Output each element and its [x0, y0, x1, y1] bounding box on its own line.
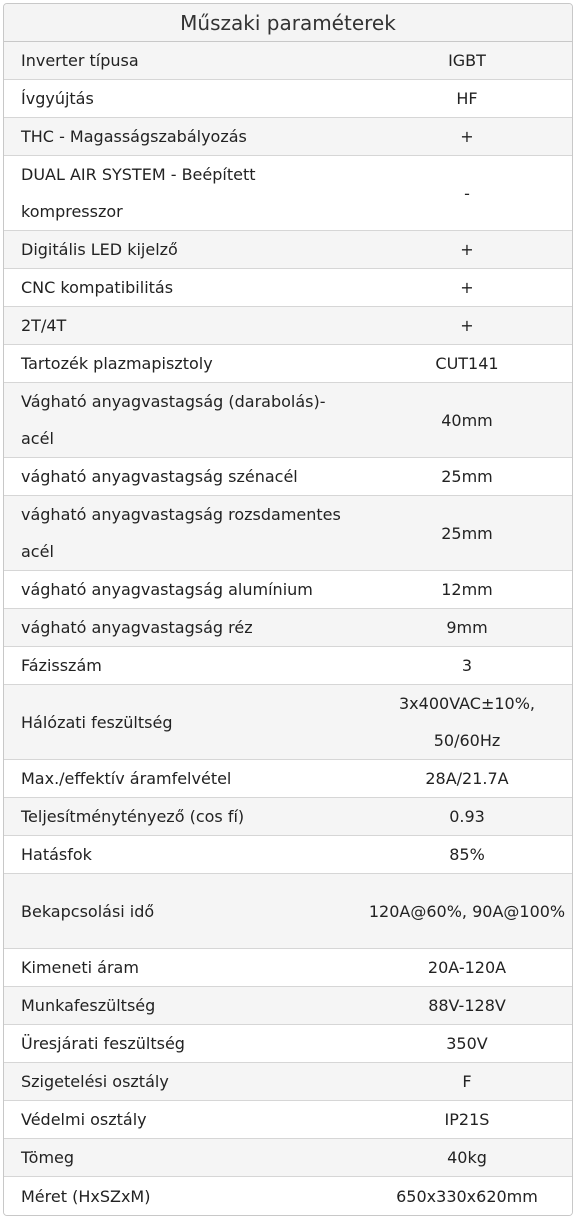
row-value: 40mm [441, 410, 493, 430]
row-label: Inverter típusa [21, 51, 139, 70]
table-row [4, 609, 572, 647]
row-value: + [460, 127, 474, 146]
row-label: vágható anyagvastagság réz [21, 618, 253, 637]
row-value: 650x330x620mm [396, 1186, 538, 1206]
row-label: Ívgyújtás [21, 89, 94, 108]
row-label: Fázisszám [21, 656, 102, 675]
table-row [4, 987, 572, 1025]
row-value: 3 [461, 656, 473, 675]
row-label: Vágható anyagvastagság (darabolás)- acél [21, 392, 326, 448]
row-value: HF [456, 89, 478, 108]
row-label: Hatásfok [21, 845, 92, 864]
row-value: 350V [446, 1034, 488, 1053]
row-label: Üresjárati feszültség [21, 1034, 185, 1053]
row-value: 88V-128V [428, 996, 506, 1015]
row-value: CUT141 [435, 354, 499, 373]
row-value: - [464, 183, 470, 203]
row-label: Tartozék plazmapisztoly [21, 354, 213, 373]
row-value: 0.93 [449, 807, 485, 826]
row-label: Bekapcsolási idő [21, 901, 155, 921]
table-row [4, 231, 572, 269]
row-value: 25mm [441, 523, 493, 543]
row-value: 85% [449, 845, 485, 864]
row-label: vágható anyagvastagság rozsdamentes acél [21, 505, 341, 561]
table-row [4, 1025, 572, 1063]
row-label: Munkafeszültség [21, 996, 156, 1015]
table-row [4, 571, 572, 609]
row-label: Max./effektív áramfelvétel [21, 769, 232, 788]
table-row [4, 345, 572, 383]
table-row [4, 80, 572, 118]
row-label: Digitális LED kijelző [21, 240, 178, 259]
table-row [4, 156, 572, 231]
row-label: DUAL AIR SYSTEM - Beépített kompresszor [21, 165, 256, 221]
row-value: + [460, 316, 474, 335]
row-value: 12mm [441, 580, 493, 599]
row-label: Kimeneti áram [21, 958, 139, 977]
row-label: 2T/4T [21, 316, 67, 335]
row-label: Szigetelési osztály [21, 1072, 169, 1091]
row-value: 3x400VAC±10%, 50/60Hz [399, 694, 535, 750]
row-label: Védelmi osztály [21, 1110, 147, 1129]
table-row [4, 836, 572, 874]
table-row [4, 685, 572, 760]
row-value: + [460, 240, 474, 259]
table-row [4, 269, 572, 307]
row-label: Méret (HxSZxM) [21, 1186, 151, 1206]
table-row [4, 307, 572, 345]
row-value: F [462, 1072, 472, 1091]
row-value: + [460, 278, 474, 297]
table-row [4, 760, 572, 798]
row-label: vágható anyagvastagság alumínium [21, 580, 313, 599]
table-body [4, 42, 572, 1215]
row-label: Tömeg [21, 1148, 75, 1167]
table-row [4, 1177, 572, 1215]
spec-table [3, 3, 573, 1216]
table-row [4, 647, 572, 685]
row-label: CNC kompatibilitás [21, 278, 174, 297]
table-row [4, 798, 572, 836]
row-value: IP21S [444, 1110, 490, 1129]
row-value: 28A/21.7A [425, 769, 509, 788]
table-title: Műszaki paraméterek [4, 4, 572, 42]
table-row [4, 949, 572, 987]
table-row [4, 1101, 572, 1139]
table-row [4, 496, 572, 571]
row-label: Teljesítménytényező (cos fí) [21, 807, 245, 826]
row-label: Hálózati feszültség [21, 712, 173, 732]
table-row [4, 42, 572, 80]
row-value: 120A@60%, 90A@100% [368, 901, 566, 921]
row-value: 25mm [441, 467, 493, 486]
row-value: 9mm [446, 618, 488, 637]
row-label: vágható anyagvastagság szénacél [21, 467, 298, 486]
table-row [4, 874, 572, 949]
table-row [4, 458, 572, 496]
row-value: 40kg [447, 1148, 487, 1167]
table-row [4, 1139, 572, 1177]
table-row [4, 118, 572, 156]
row-label: THC - Magasságszabályozás [21, 127, 247, 146]
table-row [4, 1063, 572, 1101]
row-value: IGBT [448, 51, 486, 70]
row-value: 20A-120A [427, 958, 507, 977]
table-row [4, 383, 572, 458]
